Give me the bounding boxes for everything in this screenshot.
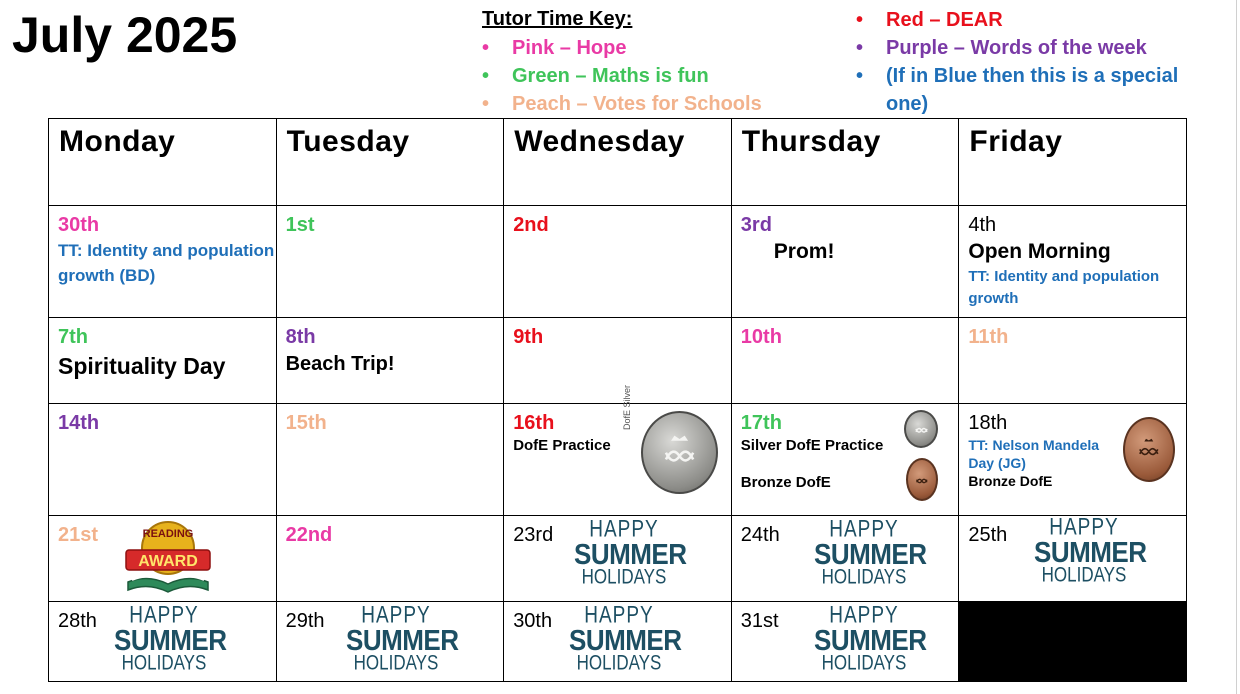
tutor-time-note: TT: Identity and population growth — [968, 268, 1160, 307]
key-title: Tutor Time Key: — [482, 8, 633, 30]
logo-line-summer: SUMMER — [569, 623, 682, 657]
logo-line-happy: HAPPY — [1049, 514, 1119, 541]
day-cell — [49, 206, 277, 318]
dofe-silver-badge-icon — [904, 410, 938, 448]
date-label: 11th — [968, 326, 1009, 348]
summer-holidays-logo — [114, 602, 227, 675]
day-cell — [276, 206, 504, 318]
key-item-purple — [856, 34, 1226, 62]
award-text-top: READING — [142, 528, 194, 540]
page-edge — [1236, 0, 1237, 694]
logo-line-summer: SUMMER — [814, 623, 927, 657]
date-label: 1st — [285, 214, 315, 236]
key-label: Red – DEAR — [886, 9, 1003, 31]
date-label: 25th — [968, 524, 1008, 546]
date-label: 17th — [740, 412, 782, 434]
key-item-green — [482, 62, 762, 90]
date-label: 24th — [740, 524, 780, 546]
day-cell — [504, 206, 732, 318]
day-header: Wednesday — [504, 119, 732, 206]
date-label: 31st — [740, 610, 779, 632]
tutor-time-note: TT: Identity and population growth (BD) — [58, 241, 275, 285]
day-cell — [276, 318, 504, 404]
key-label: Pink – Hope — [512, 37, 627, 59]
calendar-table — [48, 118, 1187, 682]
summer-holidays-logo — [569, 602, 682, 675]
logo-line-holidays: HOLIDAYS — [821, 650, 907, 675]
event-label: DofE Practice — [513, 437, 611, 454]
key-item-pink — [482, 34, 762, 62]
week-row — [49, 404, 1187, 516]
logo-line-holidays: HOLIDAYS — [353, 650, 439, 675]
date-label: 28th — [58, 610, 97, 632]
award-graphic — [122, 520, 214, 594]
award-text-main: AWARD — [138, 553, 198, 570]
date-label: 29th — [285, 610, 325, 632]
event-label: Prom! — [773, 240, 835, 263]
date-label: 30th — [58, 214, 100, 236]
logo-line-holidays: HOLIDAYS — [121, 650, 207, 675]
summer-holidays-logo — [574, 516, 687, 589]
date-label: 14th — [58, 412, 100, 434]
day-cell — [731, 206, 959, 318]
date-label: 23rd — [513, 524, 554, 546]
logo-line-holidays: HOLIDAYS — [821, 564, 907, 589]
date-label: 9th — [513, 326, 544, 348]
day-cell — [276, 516, 504, 602]
key-item-blue — [856, 62, 1226, 118]
date-label: 21st — [58, 524, 99, 546]
logo-line-holidays: HOLIDAYS — [576, 650, 662, 675]
crown-emblem-icon — [1132, 428, 1166, 471]
header-row — [49, 119, 1187, 206]
event-label: Beach Trip! — [285, 353, 395, 375]
key-item-peach — [482, 90, 762, 118]
bullet-icon: • — [482, 37, 490, 59]
day-cell — [959, 318, 1187, 404]
date-label: 4th — [968, 214, 997, 236]
page-title: July 2025 — [12, 7, 238, 63]
logo-line-happy: HAPPY — [589, 516, 659, 543]
key-label: (If in Blue then this is a special one) — [886, 65, 1179, 115]
event-label: Silver DofE Practice — [740, 437, 884, 454]
logo-line-holidays: HOLIDAYS — [1041, 562, 1127, 587]
day-cell — [504, 318, 732, 404]
logo-line-happy: HAPPY — [361, 602, 431, 629]
day-cell — [959, 206, 1187, 318]
event-label: Open Morning — [968, 240, 1111, 263]
logo-line-happy: HAPPY — [584, 602, 654, 629]
date-label: 16th — [513, 412, 555, 434]
key-label: Purple – Words of the week — [886, 37, 1147, 59]
day-cell — [49, 318, 277, 404]
day-header: Tuesday — [276, 119, 504, 206]
logo-line-happy: HAPPY — [129, 602, 199, 629]
bullet-icon: • — [482, 65, 490, 87]
bullet-icon: • — [856, 9, 864, 31]
key-list-right — [856, 6, 1226, 118]
day-cell — [276, 404, 504, 516]
date-label: 15th — [285, 412, 327, 434]
date-label: 8th — [285, 326, 316, 348]
key-label: Peach – Votes for Schools — [512, 93, 762, 115]
day-header: Thursday — [731, 119, 959, 206]
bullet-icon: • — [482, 93, 490, 115]
logo-line-happy: HAPPY — [829, 602, 899, 629]
event-label: Bronze DofE — [968, 473, 1053, 489]
logo-line-holidays: HOLIDAYS — [581, 564, 667, 589]
date-label: 7th — [58, 326, 88, 348]
summer-holidays-logo — [1034, 514, 1147, 587]
day-header: Friday — [959, 119, 1187, 206]
date-label: 3rd — [740, 214, 772, 236]
logo-line-summer: SUMMER — [1034, 535, 1147, 569]
day-cell — [49, 404, 277, 516]
tutor-time-note: TT: Nelson Mandela Day (JG) — [968, 437, 1100, 471]
event-label: Bronze DofE — [740, 474, 831, 491]
day-header: Monday — [49, 119, 277, 206]
week-row — [49, 318, 1187, 404]
crown-emblem-icon — [911, 417, 932, 441]
logo-line-summer: SUMMER — [114, 623, 227, 657]
logo-line-happy: HAPPY — [829, 516, 899, 543]
reading-award-icon — [122, 520, 214, 594]
dofe-bronze-badge-icon — [906, 458, 938, 501]
logo-line-summer: SUMMER — [814, 537, 927, 571]
dofe-silver-badge-icon — [641, 411, 718, 494]
badge-side-label: DofE Silver — [622, 384, 632, 430]
date-label: 22nd — [285, 524, 333, 546]
key-list-left — [482, 34, 762, 118]
key-item-red — [856, 6, 1226, 34]
summer-holidays-logo — [814, 602, 927, 675]
dofe-bronze-badge-icon — [1123, 417, 1175, 482]
crown-emblem-icon — [654, 425, 705, 480]
blackout-cell — [959, 602, 1187, 682]
week-row — [49, 206, 1187, 318]
day-cell — [731, 318, 959, 404]
logo-line-summer: SUMMER — [574, 537, 687, 571]
crown-emblem-icon — [912, 466, 932, 493]
event-label: Spirituality Day — [58, 353, 226, 379]
bullet-icon: • — [856, 37, 864, 59]
date-label: 2nd — [513, 214, 549, 236]
summer-holidays-logo — [346, 602, 459, 675]
bullet-icon: • — [856, 65, 864, 87]
logo-line-summer: SUMMER — [346, 623, 459, 657]
date-label: 10th — [740, 326, 782, 348]
date-label: 18th — [968, 412, 1008, 434]
date-label: 30th — [513, 610, 553, 632]
key-label: Green – Maths is fun — [512, 65, 709, 87]
summer-holidays-logo — [814, 516, 927, 589]
